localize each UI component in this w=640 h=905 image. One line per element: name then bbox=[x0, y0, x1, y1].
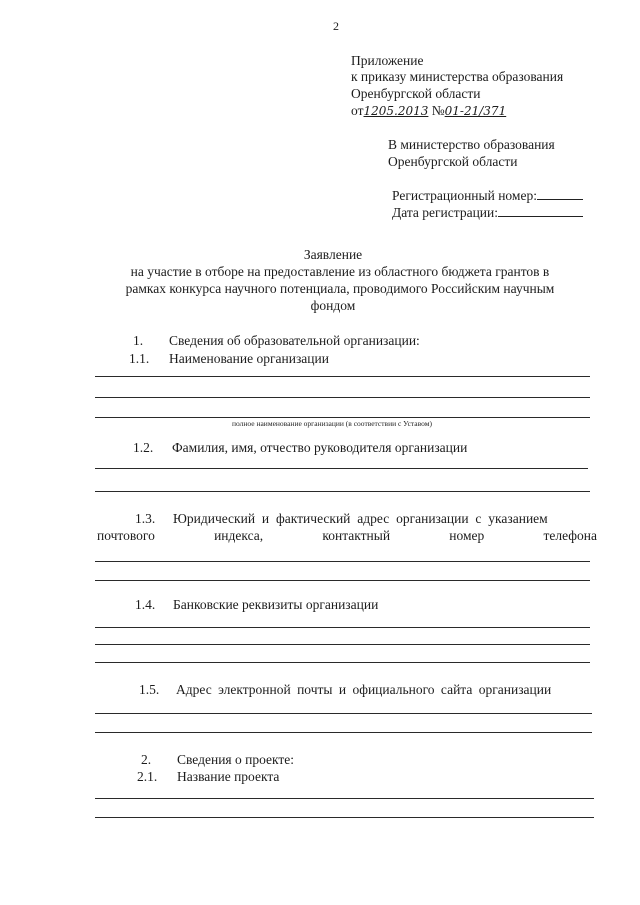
document-title-line3: фондом bbox=[310, 298, 356, 313]
section1-heading: Сведения об образовательной организации: bbox=[169, 333, 420, 348]
item-1-1-label: Наименование организации bbox=[169, 351, 329, 366]
handwritten-date: 1205.2013 bbox=[363, 104, 429, 118]
item-2-1-field-line2[interactable] bbox=[95, 817, 594, 818]
document-title-line1: на участие в отборе на предоставление из областного бюджета грантов в bbox=[130, 264, 550, 279]
item-1-3-word: телефона bbox=[543, 528, 597, 543]
handwritten-number: 01-21/371 bbox=[444, 104, 507, 118]
section1-number: 1. bbox=[133, 333, 144, 348]
item-1-3-line1: Юридический и фактический адрес организации с указанием bbox=[173, 511, 548, 526]
item-1-4-field-line3[interactable] bbox=[95, 662, 590, 663]
document-heading: Заявление bbox=[303, 247, 363, 262]
item-1-3-number: 1.3. bbox=[135, 511, 156, 526]
item-1-2-field-line1[interactable] bbox=[95, 468, 588, 469]
section2-heading: Сведения о проекте: bbox=[177, 752, 295, 767]
item-1-2-label: Фамилия, имя, отчество руководителя организации bbox=[172, 440, 468, 455]
item-1-3-field-line2[interactable] bbox=[95, 580, 590, 581]
item-1-4-label: Банковские реквизиты организации bbox=[173, 597, 379, 612]
addressee-line2: Оренбургской области bbox=[388, 154, 518, 169]
item-2-1-number: 2.1. bbox=[137, 769, 158, 784]
appendix-title: Приложение bbox=[351, 53, 424, 68]
item-1-3-word: контактный bbox=[322, 528, 391, 543]
item-1-3-line2 bbox=[97, 528, 597, 544]
addressee-line1: В министерство образования bbox=[388, 137, 555, 152]
item-2-1-label: Название проекта bbox=[177, 769, 280, 784]
section2-number: 2. bbox=[141, 752, 152, 767]
item-1-3-word: номер bbox=[449, 528, 485, 543]
item-1-2-field-line2[interactable] bbox=[95, 491, 590, 492]
item-1-1-field-line1[interactable] bbox=[95, 376, 590, 377]
registration-date-row bbox=[392, 205, 583, 221]
appendix-order-line: к приказу министерства образования bbox=[351, 69, 564, 84]
item-1-4-field-line1[interactable] bbox=[95, 627, 590, 628]
item-1-5-field-line2[interactable] bbox=[95, 732, 592, 733]
registration-number-blank[interactable] bbox=[537, 199, 583, 200]
item-1-4-number: 1.4. bbox=[135, 597, 156, 612]
item-1-3-field-line1[interactable] bbox=[95, 561, 590, 562]
item-1-5-number: 1.5. bbox=[139, 682, 160, 697]
item-1-1-field-line3[interactable] bbox=[95, 417, 590, 418]
appendix-date-number-line bbox=[351, 103, 506, 119]
item-1-1-number: 1.1. bbox=[129, 351, 150, 366]
item-1-1-caption: полное наименование организации (в соответствии с Уставом) bbox=[232, 419, 432, 428]
registration-date-blank[interactable] bbox=[498, 216, 583, 217]
registration-number-label: Регистрационный номер: bbox=[392, 188, 537, 203]
page-number: 2 bbox=[333, 19, 339, 33]
item-2-1-field-line1[interactable] bbox=[95, 798, 594, 799]
number-sign: № bbox=[431, 103, 445, 118]
document-title-line2: рамках конкурса научного потенциала, проводимого Российским научным bbox=[125, 281, 555, 296]
registration-number-row bbox=[392, 188, 583, 204]
item-1-1-field-line2[interactable] bbox=[95, 397, 590, 398]
item-1-3-word: индекса, bbox=[214, 528, 264, 543]
item-1-4-field-line2[interactable] bbox=[95, 644, 590, 645]
item-1-5-field-line1[interactable] bbox=[95, 713, 592, 714]
registration-date-label: Дата регистрации: bbox=[392, 205, 499, 220]
item-1-2-number: 1.2. bbox=[133, 440, 154, 455]
item-1-5-label: Адрес электронной почты и официального сайта организации bbox=[176, 682, 552, 697]
from-prefix: от bbox=[351, 103, 364, 118]
appendix-region-line: Оренбургской области bbox=[351, 86, 481, 101]
item-1-3-word: почтового bbox=[97, 528, 155, 543]
